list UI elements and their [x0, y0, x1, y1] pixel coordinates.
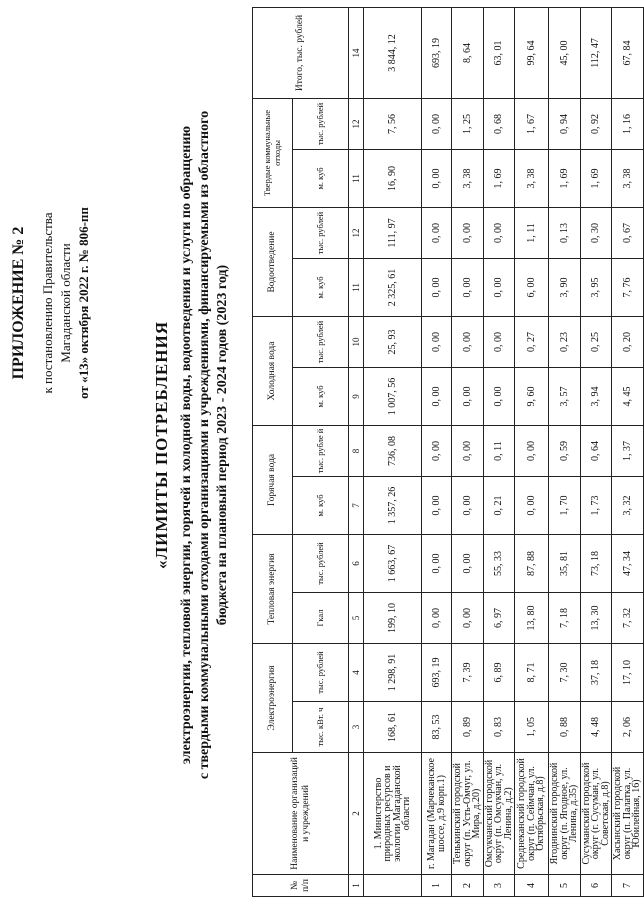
table-cell: 16, 90: [364, 149, 422, 207]
header-cold-water: Холодная вода: [253, 316, 293, 425]
column-number: 11: [349, 258, 364, 316]
table-cell: 83, 53: [422, 702, 452, 753]
decree-reference-line2: Магаданской области: [58, 243, 73, 363]
unit-cold-rub: тыс. рублей: [293, 316, 349, 367]
row-number: 3: [483, 875, 515, 897]
table-cell: 0, 00: [422, 534, 452, 592]
unit-sew-qty: м. куб: [293, 258, 349, 316]
table-cell: 1, 73: [580, 476, 612, 534]
table-cell: 3, 90: [549, 258, 581, 316]
column-number: 2: [349, 753, 364, 875]
table-cell: 0, 00: [483, 207, 515, 258]
table-cell: 8, 64: [452, 7, 484, 98]
table-cell: 7, 32: [612, 593, 644, 644]
table-cell: 0, 00: [422, 316, 452, 367]
unit-waste-qty: м. куб: [293, 149, 349, 207]
row-number: 1: [422, 875, 452, 897]
organization-name: 1. Министерство природных ресурсов и экологии Магаданской области: [364, 753, 422, 875]
table-cell: 25, 93: [364, 316, 422, 367]
table-cell: 4, 48: [580, 702, 612, 753]
unit-cold-qty: м. куб: [293, 367, 349, 425]
table-cell: 1 357, 26: [364, 476, 422, 534]
unit-waste-rub: тыс. рублей: [293, 98, 349, 149]
table-cell: 0, 89: [452, 702, 484, 753]
header-organization: Наименование организаций и учреждений: [253, 753, 349, 875]
table-cell: 7, 76: [612, 258, 644, 316]
organization-name: Омсукчанский городской округ (п. Омсукчан, ул. Ленина, д.2): [483, 753, 515, 875]
table-cell: 0, 88: [549, 702, 581, 753]
row-number: 5: [549, 875, 581, 897]
table-cell: 73, 18: [580, 534, 612, 592]
decree-reference-line1: к постановлению Правительства: [40, 212, 55, 394]
table-cell: 2, 06: [612, 702, 644, 753]
table-cell: 0, 00: [452, 258, 484, 316]
table-cell: 0, 00: [422, 425, 452, 476]
table-cell: 693, 19: [422, 7, 452, 98]
table-cell: 67, 84: [612, 7, 644, 98]
unit-hot-rub: тыс. рубле й: [293, 425, 349, 476]
table-cell: 0, 00: [452, 207, 484, 258]
table-cell: 0, 00: [452, 593, 484, 644]
subtitle-line: с твердыми коммунальными отходами организациями и учреждениями, финансируемыми из областного: [197, 110, 212, 780]
table-cell: [364, 875, 422, 897]
appendix-title: ПРИЛОЖЕНИЕ № 2: [10, 226, 27, 380]
table-cell: 17, 10: [612, 644, 644, 702]
column-number: 10: [349, 316, 364, 367]
table-cell: 0, 27: [515, 316, 549, 367]
table-cell: 0, 94: [549, 98, 581, 149]
table-cell: 0, 00: [422, 593, 452, 644]
organization-name: Тенькинский городской округ (п. Усть-Омчуг, ул. Мира, д.20): [452, 753, 484, 875]
column-number: 6: [349, 534, 364, 592]
table-cell: 0, 68: [483, 98, 515, 149]
table-cell: 0, 00: [422, 476, 452, 534]
column-number: 9: [349, 367, 364, 425]
column-number: 7: [349, 476, 364, 534]
organization-name: Хасынский городской округ (п. Палатка, ул. Юбилейная, 16): [612, 753, 644, 875]
table-cell: 0, 67: [612, 207, 644, 258]
table-cell: 55, 33: [483, 534, 515, 592]
table-cell: 0, 00: [515, 425, 549, 476]
table-cell: 0, 00: [422, 98, 452, 149]
subtitle-line: электроэнергии, тепловой энергии, горячей и холодной воды, водоотведения и услуги по обращению: [179, 125, 194, 765]
table-cell: 4, 45: [612, 367, 644, 425]
column-number: 1: [349, 875, 364, 897]
table-cell: 3 844, 12: [364, 7, 422, 98]
column-number: 12: [349, 207, 364, 258]
row-number: 4: [515, 875, 549, 897]
table-cell: 1 663, 67: [364, 534, 422, 592]
table-cell: 0, 00: [422, 149, 452, 207]
table-cell: 0, 64: [580, 425, 612, 476]
table-cell: 7, 39: [452, 644, 484, 702]
table-cell: 0, 00: [483, 316, 515, 367]
table-cell: 1 298, 91: [364, 644, 422, 702]
table-cell: 0, 30: [580, 207, 612, 258]
table-cell: 0, 00: [515, 476, 549, 534]
unit-heat-qty: Гкал: [293, 593, 349, 644]
table-cell: 111, 97: [364, 207, 422, 258]
table-cell: 3, 38: [452, 149, 484, 207]
table-cell: 0, 11: [483, 425, 515, 476]
organization-name: Сусуманский городской округ (г. Сусуман, ул. Советская, д.8): [580, 753, 612, 875]
table-cell: 63, 01: [483, 7, 515, 98]
table-cell: 13, 80: [515, 593, 549, 644]
table-cell: 3, 38: [612, 149, 644, 207]
table-cell: 0, 23: [549, 316, 581, 367]
table-cell: 0, 83: [483, 702, 515, 753]
unit-sew-rub: тыс. рублей: [293, 207, 349, 258]
header-electricity: Электроэнергия: [253, 644, 293, 753]
header-number: № п/п: [253, 875, 349, 897]
table-cell: 1, 16: [612, 98, 644, 149]
row-number: 2: [452, 875, 484, 897]
table-cell: 7, 30: [549, 644, 581, 702]
unit-heat-rub: тыс. рублей: [293, 534, 349, 592]
header-total: Итого, тыс. рублей: [253, 7, 349, 98]
column-number: 11: [349, 149, 364, 207]
table-cell: 35, 81: [549, 534, 581, 592]
organization-name: Ягоднинский городской округ (п. Ягодное, ул. Ленина, д.35): [549, 753, 581, 875]
table-cell: 0, 20: [612, 316, 644, 367]
table-cell: 0, 59: [549, 425, 581, 476]
table-cell: 6, 97: [483, 593, 515, 644]
unit-hot-qty: м. куб: [293, 476, 349, 534]
column-number: 8: [349, 425, 364, 476]
decree-reference-line3: от «13» октября 2022 г. № 806-пп: [76, 207, 91, 399]
organization-name: г. Магадан (Марчеканское шоссе, д.9 корп.1): [422, 753, 452, 875]
table-cell: 0, 13: [549, 207, 581, 258]
table-cell: 37, 18: [580, 644, 612, 702]
table-cell: 199, 10: [364, 593, 422, 644]
column-number: 4: [349, 644, 364, 702]
table-cell: 0, 00: [452, 476, 484, 534]
row-number: 7: [612, 875, 644, 897]
table-cell: 7, 18: [549, 593, 581, 644]
document-subtitle: [178, 45, 232, 845]
header-solid-waste: Твердые коммунальные отходы: [253, 98, 293, 207]
table-cell: 7, 56: [364, 98, 422, 149]
column-number: 12: [349, 98, 364, 149]
table-cell: 6, 00: [515, 258, 549, 316]
table-cell: 0, 00: [483, 258, 515, 316]
table-cell: 1, 11: [515, 207, 549, 258]
table-cell: 0, 21: [483, 476, 515, 534]
column-number: 3: [349, 702, 364, 753]
consumption-limits-table: [252, 7, 644, 897]
table-cell: 3, 38: [515, 149, 549, 207]
column-number: 5: [349, 593, 364, 644]
table-cell: 0, 00: [422, 367, 452, 425]
table-cell: 1 007, 56: [364, 367, 422, 425]
header-heat: Тепловая энергия: [253, 534, 293, 643]
table-cell: 168, 61: [364, 702, 422, 753]
unit-elec-rub: тыс. рублей: [293, 644, 349, 702]
table-cell: 45, 00: [549, 7, 581, 98]
table-cell: 1, 05: [515, 702, 549, 753]
table-cell: 0, 00: [452, 367, 484, 425]
table-cell: 3, 32: [612, 476, 644, 534]
table-cell: 13, 30: [580, 593, 612, 644]
table-cell: 3, 57: [549, 367, 581, 425]
table-cell: 0, 00: [452, 534, 484, 592]
table-cell: 1, 70: [549, 476, 581, 534]
table-cell: 1, 69: [483, 149, 515, 207]
table-cell: 1, 69: [549, 149, 581, 207]
subtitle-line: бюджета на плановый период 2023 - 2024 годов (2023 год): [215, 264, 230, 626]
table-cell: 112, 47: [580, 7, 612, 98]
table-cell: 0, 00: [452, 425, 484, 476]
organization-name: Среднеканский городской округ (п. Сеймчан, ул. Октябрьская, д.8): [515, 753, 549, 875]
table-cell: 1, 67: [515, 98, 549, 149]
table-cell: 0, 00: [422, 207, 452, 258]
table-cell: 8, 71: [515, 644, 549, 702]
table-cell: 2 325, 61: [364, 258, 422, 316]
row-number: 6: [580, 875, 612, 897]
table-cell: 1, 69: [580, 149, 612, 207]
document-title: «ЛИМИТЫ ПОТРЕБЛЕНИЯ: [152, 321, 171, 569]
table-cell: 0, 00: [483, 367, 515, 425]
header-hot-water: Горячая вода: [253, 425, 293, 534]
table-cell: 47, 34: [612, 534, 644, 592]
header-sewage: Водоотведение: [253, 207, 293, 316]
table-cell: 3, 95: [580, 258, 612, 316]
table-cell: 99, 64: [515, 7, 549, 98]
table-cell: 0, 92: [580, 98, 612, 149]
table-cell: 0, 00: [452, 316, 484, 367]
table-cell: 736, 08: [364, 425, 422, 476]
table-cell: 1, 37: [612, 425, 644, 476]
table-cell: 0, 25: [580, 316, 612, 367]
table-cell: 3, 94: [580, 367, 612, 425]
table-cell: 0, 00: [422, 258, 452, 316]
table-cell: 693, 19: [422, 644, 452, 702]
unit-elec-qty: тыс. кВт. ч: [293, 702, 349, 753]
table-cell: 9, 60: [515, 367, 549, 425]
table-cell: 6, 89: [483, 644, 515, 702]
table-cell: 1, 25: [452, 98, 484, 149]
column-number: 14: [349, 7, 364, 98]
table-cell: 87, 88: [515, 534, 549, 592]
